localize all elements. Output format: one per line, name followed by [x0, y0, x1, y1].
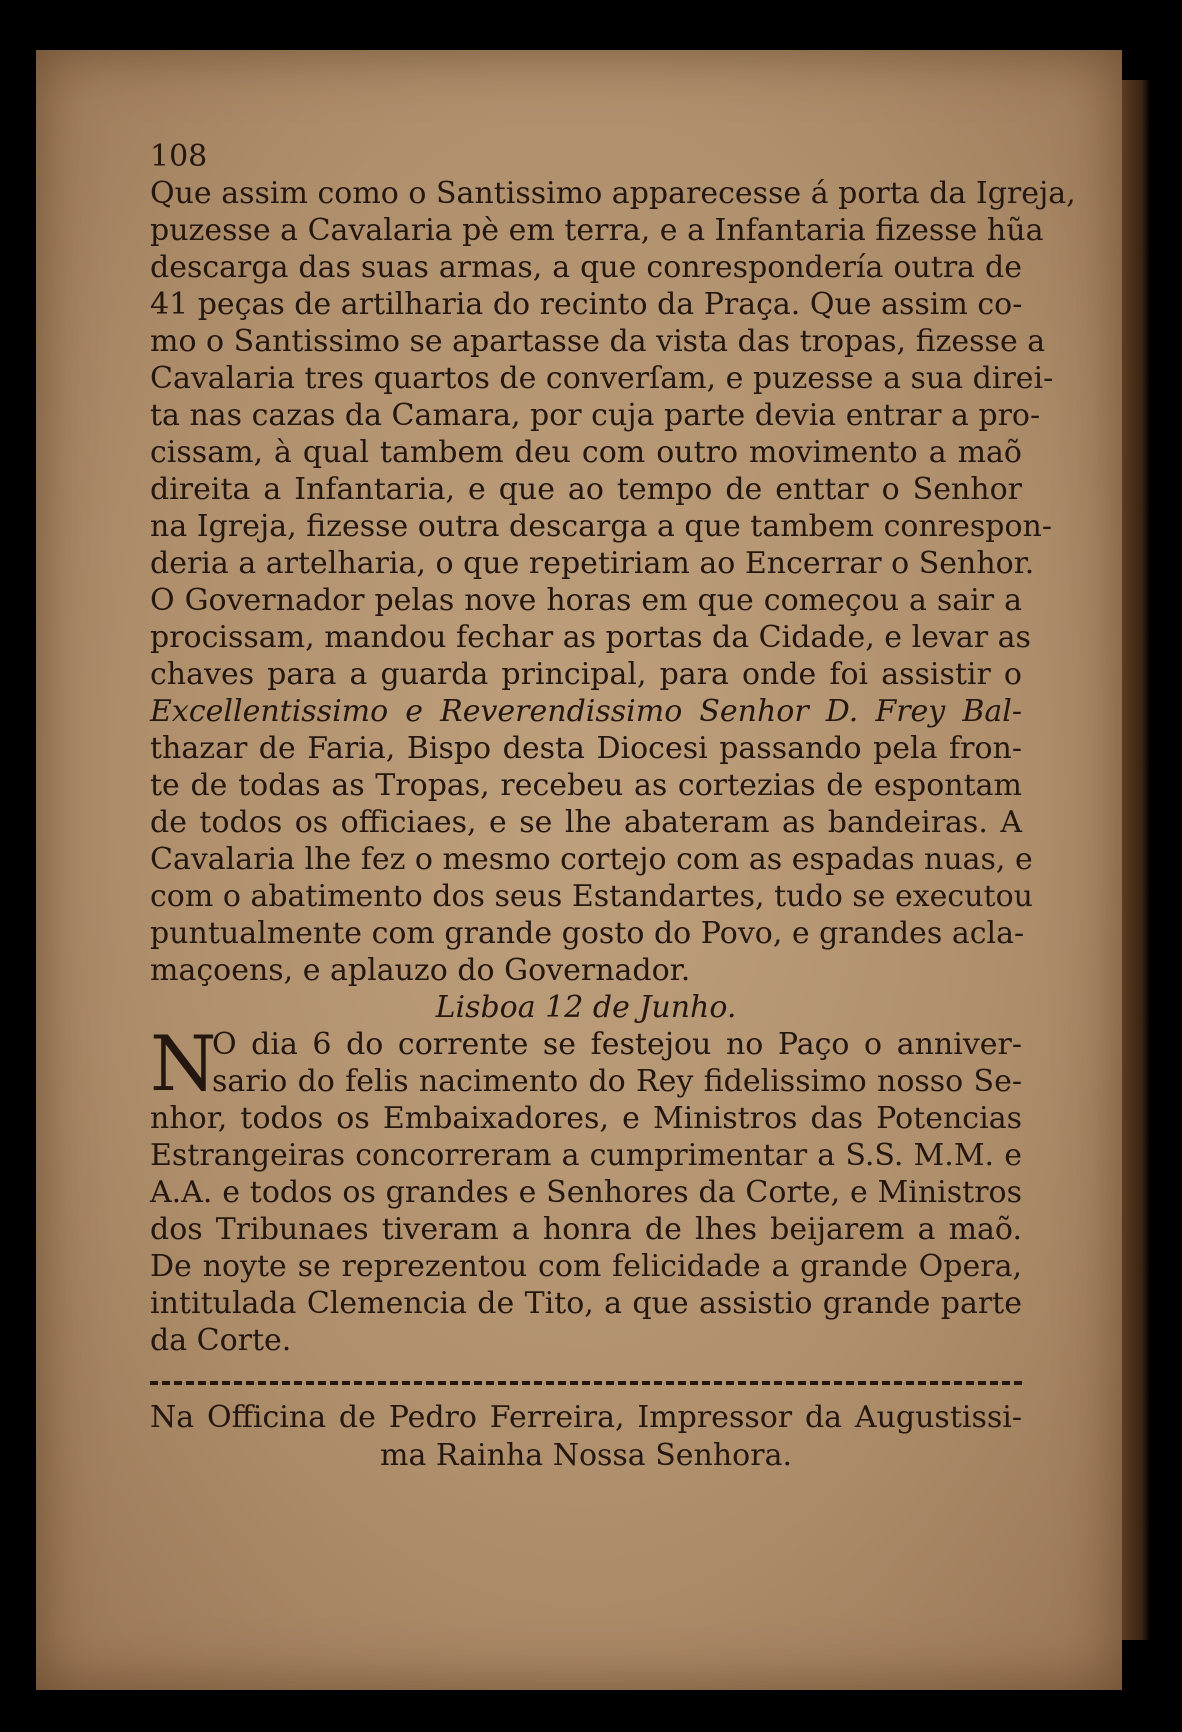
divider-rule — [150, 1381, 1022, 1385]
text-line: maçoens, e aplauzo do Governador. — [150, 953, 691, 988]
text-line: puntualmente com grande gosto do Povo, e grandes acla- — [150, 916, 1025, 951]
text-line: Excellentissimo e Reverendissimo Senhor D. Frey Bal- — [150, 694, 1022, 729]
paragraph-1 — [150, 175, 1076, 582]
imprint-line: Na Officina de Pedro Ferreira, Impressor da Augustissi- — [150, 1400, 1022, 1435]
text-line: de todos os officiaes, e se lhe abateram as bandeiras. A — [150, 805, 1022, 840]
text-line: direita a Infantaria, e que ao tempo de enttar o Senhor — [150, 472, 1022, 507]
text-line: intitulada Clemencia de Tito, a que assistio grande parte — [150, 1286, 1022, 1321]
text-line: A.A. e todos os grandes e Senhores da Corte, e Ministros — [150, 1175, 1022, 1210]
text-line: com o abatimento dos seus Estandartes, tudo se executou — [150, 879, 1033, 914]
text-line: da Corte. — [150, 1323, 292, 1358]
text-line: deria a artelharia, o que repetiriam ao Encerrar o Senhor. — [150, 546, 1035, 581]
paragraph-2 — [150, 582, 1033, 989]
text-line: te de todas as Tropas, recebeu as cortezias de espontam — [150, 768, 1022, 803]
text-line: dos Tribunaes tiveram a honra de lhes beijarem a maõ. — [150, 1212, 1022, 1247]
paragraph-3 — [150, 1019, 1022, 1359]
text-line: procissam, mandou fechar as portas da Cidade, e levar as — [150, 620, 1031, 655]
text-line: ta nas cazas da Camara, por cuja parte devia entrar a pro- — [150, 398, 1041, 433]
text-line: descarga das suas armas, a que conrespondería outra de — [150, 250, 1022, 285]
text-line: De noyte se reprezentou com felicidade a grande Opera, — [150, 1249, 1022, 1284]
imprint-line: ma Rainha Nossa Senhora. — [380, 1438, 792, 1473]
text-line: O Governador pelas nove horas em que começou a sair a — [150, 583, 1022, 618]
page-text — [150, 138, 1076, 1475]
text-line: 41 peças de artilharia do recinto da Praça. Que assim co- — [150, 287, 1023, 322]
text-line: thazar de Faria, Bispo desta Diocesi passando pela fron- — [150, 731, 1022, 766]
page-number: 108 — [150, 139, 208, 174]
text-line: O dia 6 do corrente se festejou no Paço o anniver- — [212, 1027, 1022, 1062]
text-line: mo o Santissimo se apartasse da vista das tropas, fizesse a — [150, 324, 1046, 359]
dateline: Lisboa 12 de Junho. — [435, 990, 737, 1025]
text-line: puzesse a Cavalaria pè em terra, e a Infantaria fizesse hũa — [150, 213, 1044, 248]
drop-cap: N — [150, 1019, 217, 1108]
text-line: chaves para a guarda principal, para onde foi assistir o — [150, 657, 1022, 692]
text-line: na Igreja, fizesse outra descarga a que tambem conrespon- — [150, 509, 1052, 544]
imprint — [150, 1399, 1022, 1475]
text-line: sario do felis nacimento do Rey fidelissimo nosso Se- — [212, 1064, 1022, 1099]
text-line: Estrangeiras concorreram a cumprimentar a S.S. M.M. e — [150, 1138, 1022, 1173]
binding-edge — [1122, 80, 1150, 1640]
text-line: Cavalaria tres quartos de converſam, e puzesse a sua direi- — [150, 361, 1054, 396]
text-line: Cavalaria lhe fez o mesmo cortejo com as espadas nuas, e — [150, 842, 1033, 877]
text-line: Que assim como o Santissimo apparecesse á porta da Igreja, — [150, 176, 1076, 211]
text-line: cissam, à qual tambem deu com outro movimento a maõ — [150, 435, 1022, 470]
text-line: nhor, todos os Embaixadores, e Ministros das Potencias — [150, 1101, 1022, 1136]
